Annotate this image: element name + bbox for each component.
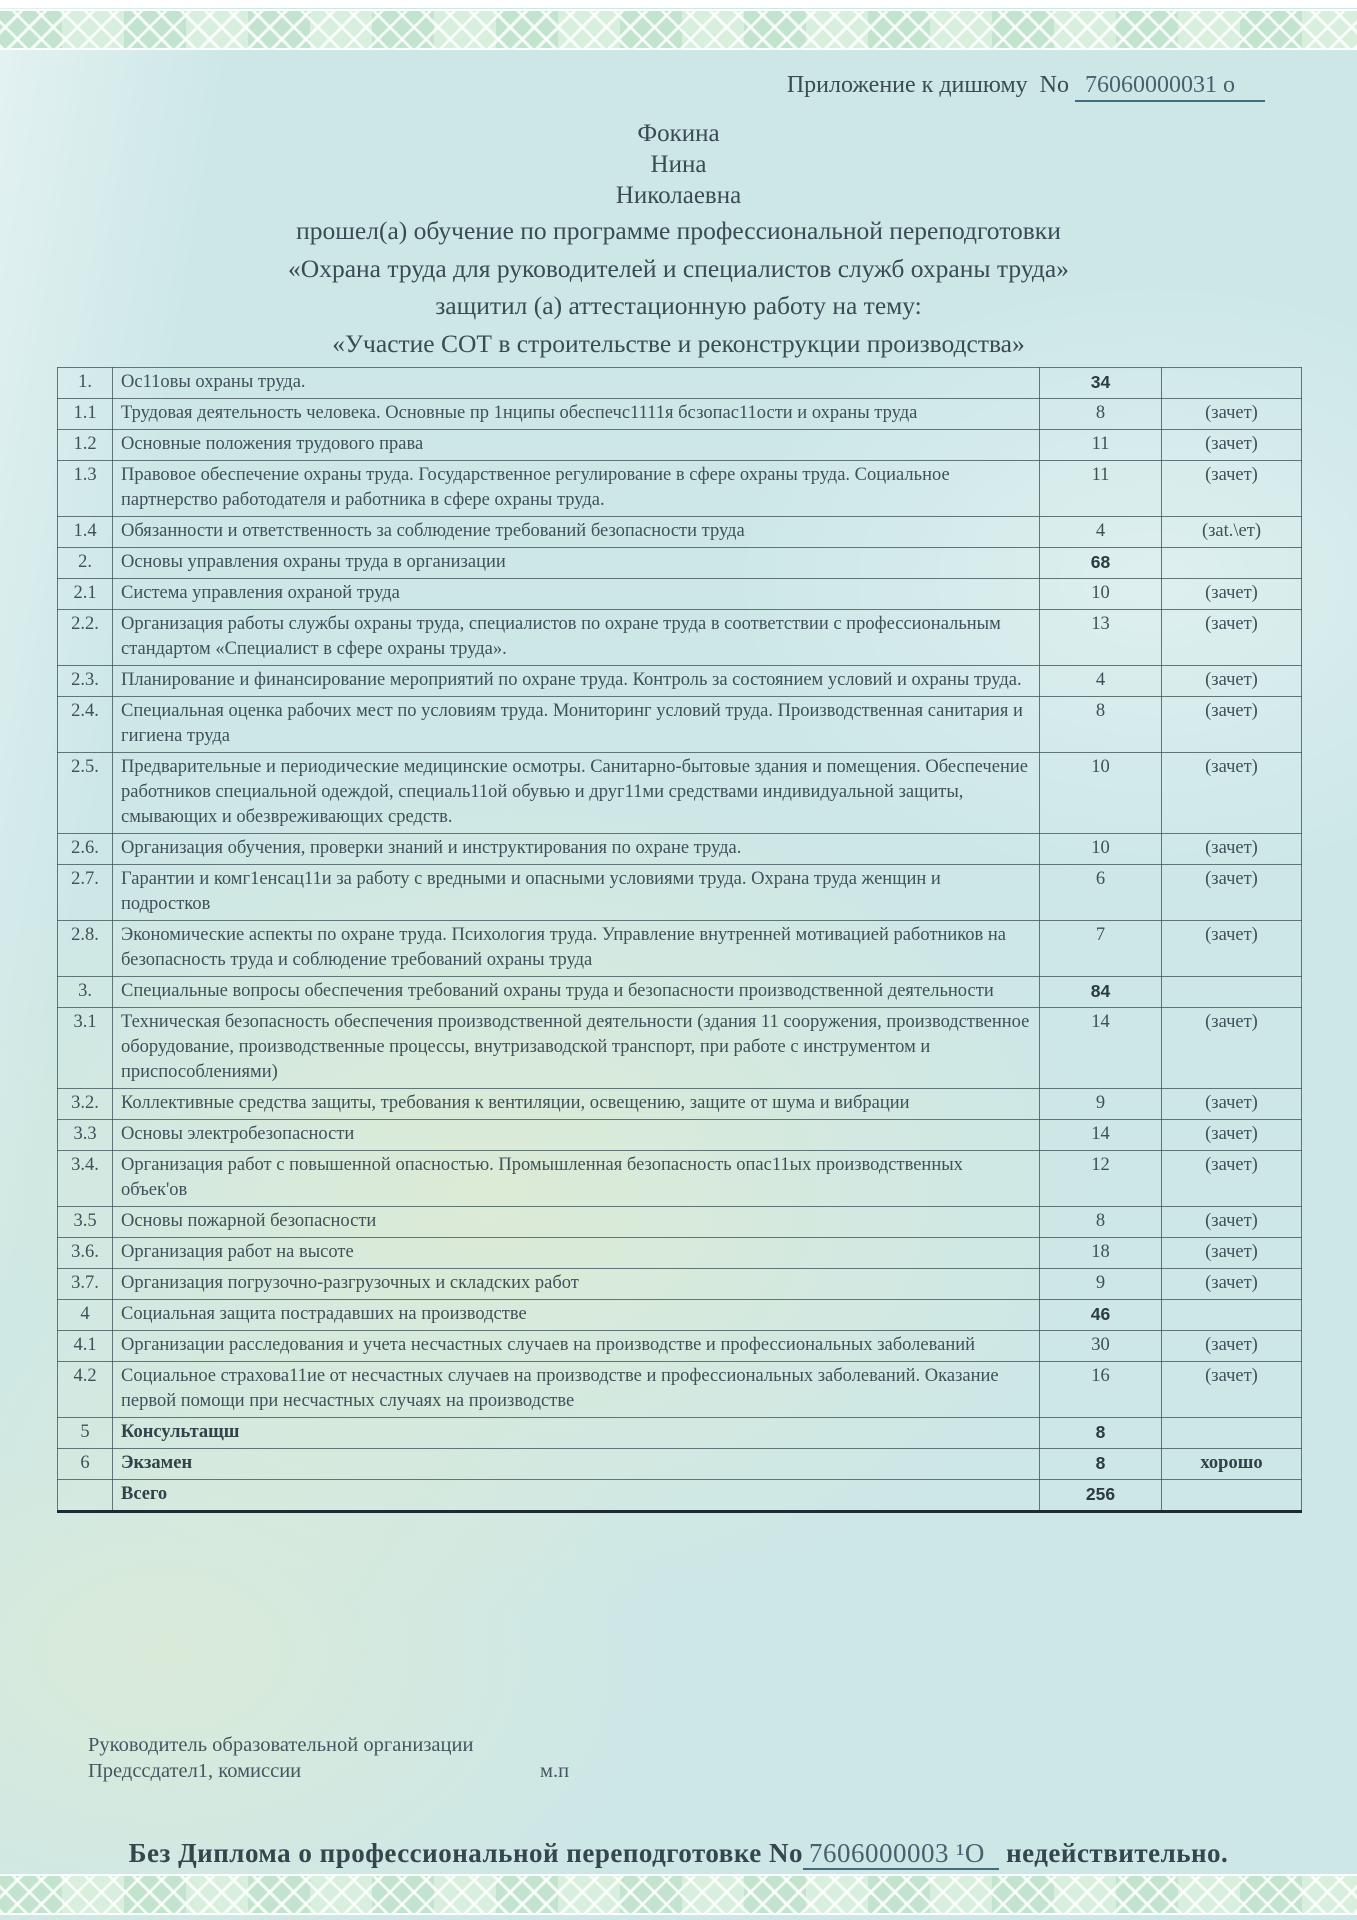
- row-number: 1.1: [58, 399, 113, 430]
- row-topic: Основы электробезопасности: [113, 1120, 1040, 1151]
- row-number: 2.7.: [58, 865, 113, 921]
- row-grade: [1162, 1480, 1302, 1512]
- row-grade: (зачет): [1162, 1120, 1302, 1151]
- table-row: [58, 517, 1302, 548]
- row-topic: Основы управления охраны труда в организации: [113, 548, 1040, 579]
- row-hours: 12: [1040, 1151, 1162, 1207]
- row-topic: Основы пожарной безопасности: [113, 1207, 1040, 1238]
- curriculum-table: [57, 367, 1302, 1513]
- thesis-line: защитил (а) аттестационную работу на тему:: [435, 291, 922, 320]
- row-topic: Предварительные и периодические медицинские осмотры. Санитарно-бытовые здания и помещения. Обеспечение работников специальной одеждой, специаль11ой обувью и друг11ми средствами индивидуальной защиты, смывающих и обезвреживающих средств.: [113, 753, 1040, 834]
- holder-patronymic: Николаевна: [615, 182, 742, 209]
- row-topic: Основные положения трудового права: [113, 430, 1040, 461]
- row-grade: [1162, 548, 1302, 579]
- row-hours: 30: [1040, 1331, 1162, 1362]
- table-row: [58, 1151, 1302, 1207]
- appendix-header: [787, 72, 1265, 102]
- row-hours: 8: [1040, 399, 1162, 430]
- row-hours: 14: [1040, 1008, 1162, 1089]
- commission-chair-label: Предссдател1, комиссии: [88, 1760, 302, 1782]
- holder-first-name: Нина: [650, 151, 707, 178]
- row-grade: (зачет): [1162, 1238, 1302, 1269]
- row-number: 1.4: [58, 517, 113, 548]
- row-topic: Коллективные средства защиты, требования к вентиляции, освещению, защите от шума и вибрации: [113, 1089, 1040, 1120]
- row-grade: (зачет): [1162, 610, 1302, 666]
- validity-prefix: Без Диплома о профессиональной переподготовке: [128, 1838, 762, 1868]
- table-row: [58, 1238, 1302, 1269]
- row-grade: (зачет): [1162, 1008, 1302, 1089]
- diploma-appendix-number: 76060000031 о: [1075, 72, 1265, 102]
- row-grade: (зачет): [1162, 1269, 1302, 1300]
- table-row: [58, 548, 1302, 579]
- guilloche-border-bottom: [0, 1874, 1357, 1915]
- table-row: [58, 610, 1302, 666]
- row-hours: 9: [1040, 1269, 1162, 1300]
- row-grade: (зачет): [1162, 1331, 1302, 1362]
- row-topic: Гарантии и комг1енсац11и за работу с вредными и опасными условиями труда. Охрана труда женщин и подростков: [113, 865, 1040, 921]
- holder-name-block: [0, 118, 1357, 211]
- row-topic: Экзамен: [113, 1449, 1040, 1480]
- row-grade: (зачет): [1162, 399, 1302, 430]
- row-number: 2.8.: [58, 921, 113, 977]
- row-grade: (зачет): [1162, 865, 1302, 921]
- row-topic: Консультащш: [113, 1418, 1040, 1449]
- row-topic: Специальная оценка рабочих мест по условиям труда. Мониторинг условий труда. Производственная санитария и гигиена труда: [113, 697, 1040, 753]
- validity-no-prefix: No: [768, 1838, 803, 1868]
- table-row: [58, 1418, 1302, 1449]
- row-grade: (зat.\ет): [1162, 517, 1302, 548]
- row-number: 2.3.: [58, 666, 113, 697]
- thesis-title: «Участие СОТ в строительстве и реконструкции производства»: [332, 328, 1025, 358]
- row-topic: Ос11овы охраны труда.: [113, 368, 1040, 399]
- row-topic: Организация работы службы охраны труда, специалистов по охране труда в соответствии с профессиональным стандартом «Специалист в сфере охраны труда».: [113, 610, 1040, 666]
- row-topic: Планирование и финансирование мероприятий по охране труда. Контроль за состоянием условий и охраны труда.: [113, 666, 1040, 697]
- program-line: прошел(а) обучение по программе профессиональной переподготовки: [296, 216, 1061, 245]
- row-topic: Трудовая деятельность человека. Основные пр 1нципы обеспечс1111я бсзопас11ости и охраны труда: [113, 399, 1040, 430]
- number-prefix: No: [1039, 72, 1069, 98]
- row-topic: Организация работ на высоте: [113, 1238, 1040, 1269]
- row-number: 3.5: [58, 1207, 113, 1238]
- row-number: 2.5.: [58, 753, 113, 834]
- table-row: [58, 1331, 1302, 1362]
- row-grade: хорошо: [1162, 1449, 1302, 1480]
- row-hours: 10: [1040, 834, 1162, 865]
- appendix-label: Приложение к дишюму: [786, 72, 1028, 98]
- row-topic: Экономические аспекты по охране труда. Психология труда. Управление внутренней мотивацией работников на безопасность труда и соблюдение требований охраны труда: [113, 921, 1040, 977]
- row-number: 5: [58, 1418, 113, 1449]
- row-hours: 68: [1040, 548, 1162, 579]
- row-topic: Организация погрузочно-разгрузочных и складских работ: [113, 1269, 1040, 1300]
- row-hours: 8: [1040, 1418, 1162, 1449]
- row-hours: 6: [1040, 865, 1162, 921]
- row-number: 3.3: [58, 1120, 113, 1151]
- row-hours: 8: [1040, 1449, 1162, 1480]
- row-grade: (зачет): [1162, 666, 1302, 697]
- row-topic: Социальная защита пострадавших на производстве: [113, 1300, 1040, 1331]
- row-hours: 10: [1040, 579, 1162, 610]
- table-row: [58, 1362, 1302, 1418]
- signature-block: [88, 1732, 570, 1784]
- diploma-number: 7606000003 ¹О: [803, 1838, 999, 1870]
- holder-surname: Фокина: [637, 120, 720, 147]
- row-grade: (зачет): [1162, 430, 1302, 461]
- table-row: [58, 1300, 1302, 1331]
- row-topic: Организация обучения, проверки знаний и инструктирования по охране труда.: [113, 834, 1040, 865]
- row-hours: 84: [1040, 977, 1162, 1008]
- table-row: [58, 1207, 1302, 1238]
- row-number: 6: [58, 1449, 113, 1480]
- row-grade: (зачет): [1162, 1207, 1302, 1238]
- table-row: [58, 1089, 1302, 1120]
- row-hours: 46: [1040, 1300, 1162, 1331]
- row-topic: Социальное страхова11ие от несчастных случаев на производстве и профессиональных заболеваний. Оказание первой помощи при несчастных случаях на производстве: [113, 1362, 1040, 1418]
- table-row: [58, 865, 1302, 921]
- table-row: [58, 579, 1302, 610]
- table-row: [58, 834, 1302, 865]
- table-row: [58, 753, 1302, 834]
- row-topic: Техническая безопасность обеспечения производственной деятельности (здания 11 сооружения, производственное оборудование, производственные процессы, внутризаводской транспорт, при работе с инструментом и приспособлениями): [113, 1008, 1040, 1089]
- table-row: [58, 368, 1302, 399]
- row-hours: 8: [1040, 1207, 1162, 1238]
- curriculum-table-body: [58, 368, 1302, 1512]
- row-topic: Правовое обеспечение охраны труда. Государственное регулирование в сфере охраны труда. Социальное партнерство работодателя и работника в сфере охраны труда.: [113, 461, 1040, 517]
- program-statement-block: [0, 212, 1357, 362]
- validity-note: [0, 1838, 1357, 1869]
- row-hours: 4: [1040, 517, 1162, 548]
- table-row: [58, 1480, 1302, 1512]
- commission-chair-line: [88, 1758, 570, 1784]
- row-number: 1.: [58, 368, 113, 399]
- row-number: 4: [58, 1300, 113, 1331]
- table-row: [58, 977, 1302, 1008]
- row-number: 2.2.: [58, 610, 113, 666]
- validity-suffix: недействительно.: [1006, 1838, 1229, 1868]
- row-topic: Организация работ с повышенной опасностью. Промышленная безопасность опас11ых производственных объек'ов: [113, 1151, 1040, 1207]
- row-grade: [1162, 368, 1302, 399]
- row-grade: (зачет): [1162, 461, 1302, 517]
- row-grade: (зачет): [1162, 1089, 1302, 1120]
- table-row: [58, 1008, 1302, 1089]
- row-hours: 11: [1040, 430, 1162, 461]
- head-of-organization-line: Руководитель образовательной организации: [88, 1734, 474, 1756]
- table-row: [58, 921, 1302, 977]
- row-number: 4.1: [58, 1331, 113, 1362]
- table-row: [58, 1449, 1302, 1480]
- row-grade: [1162, 977, 1302, 1008]
- row-topic: Организации расследования и учета несчастных случаев на производстве и профессиональных заболеваний: [113, 1331, 1040, 1362]
- row-hours: 18: [1040, 1238, 1162, 1269]
- row-hours: 4: [1040, 666, 1162, 697]
- table-row: [58, 399, 1302, 430]
- row-grade: (зачет): [1162, 753, 1302, 834]
- row-number: 3.4.: [58, 1151, 113, 1207]
- row-grade: (зачет): [1162, 834, 1302, 865]
- row-number: 2.: [58, 548, 113, 579]
- row-grade: (зачет): [1162, 697, 1302, 753]
- table-row: [58, 1269, 1302, 1300]
- row-number: 3.7.: [58, 1269, 113, 1300]
- row-number: 1.3: [58, 461, 113, 517]
- row-hours: 14: [1040, 1120, 1162, 1151]
- row-hours: 34: [1040, 368, 1162, 399]
- row-number: 2.1: [58, 579, 113, 610]
- row-number: 3.: [58, 977, 113, 1008]
- row-number: [58, 1480, 113, 1512]
- row-grade: (зачет): [1162, 1362, 1302, 1418]
- row-hours: 13: [1040, 610, 1162, 666]
- row-grade: [1162, 1300, 1302, 1331]
- guilloche-border-top: [0, 9, 1357, 50]
- row-grade: (зачет): [1162, 579, 1302, 610]
- row-topic: Система управления охраной труда: [113, 579, 1040, 610]
- table-row: [58, 430, 1302, 461]
- program-name: «Охрана труда для руководителей и специалистов служб охраны труда»: [288, 253, 1069, 283]
- table-row: [58, 697, 1302, 753]
- table-row: [58, 461, 1302, 517]
- row-hours: 8: [1040, 697, 1162, 753]
- row-number: 3.6.: [58, 1238, 113, 1269]
- row-number: 3.2.: [58, 1089, 113, 1120]
- row-number: 3.1: [58, 1008, 113, 1089]
- row-number: 2.4.: [58, 697, 113, 753]
- row-grade: (зачет): [1162, 921, 1302, 977]
- row-topic: Специальные вопросы обеспечения требований охраны труда и безопасности производственной деятельности: [113, 977, 1040, 1008]
- stamp-place-label: м.п: [540, 1760, 570, 1782]
- row-hours: 10: [1040, 753, 1162, 834]
- row-number: 2.6.: [58, 834, 113, 865]
- row-hours: 16: [1040, 1362, 1162, 1418]
- row-number: 1.2: [58, 430, 113, 461]
- table-row: [58, 666, 1302, 697]
- row-hours: 7: [1040, 921, 1162, 977]
- row-hours: 256: [1040, 1480, 1162, 1512]
- table-row: [58, 1120, 1302, 1151]
- row-hours: 11: [1040, 461, 1162, 517]
- row-number: 4.2: [58, 1362, 113, 1418]
- row-topic: Всего: [113, 1480, 1040, 1512]
- row-grade: (зачет): [1162, 1151, 1302, 1207]
- row-hours: 9: [1040, 1089, 1162, 1120]
- row-grade: [1162, 1418, 1302, 1449]
- row-topic: Обязанности и ответственность за соблюдение требований безопасности труда: [113, 517, 1040, 548]
